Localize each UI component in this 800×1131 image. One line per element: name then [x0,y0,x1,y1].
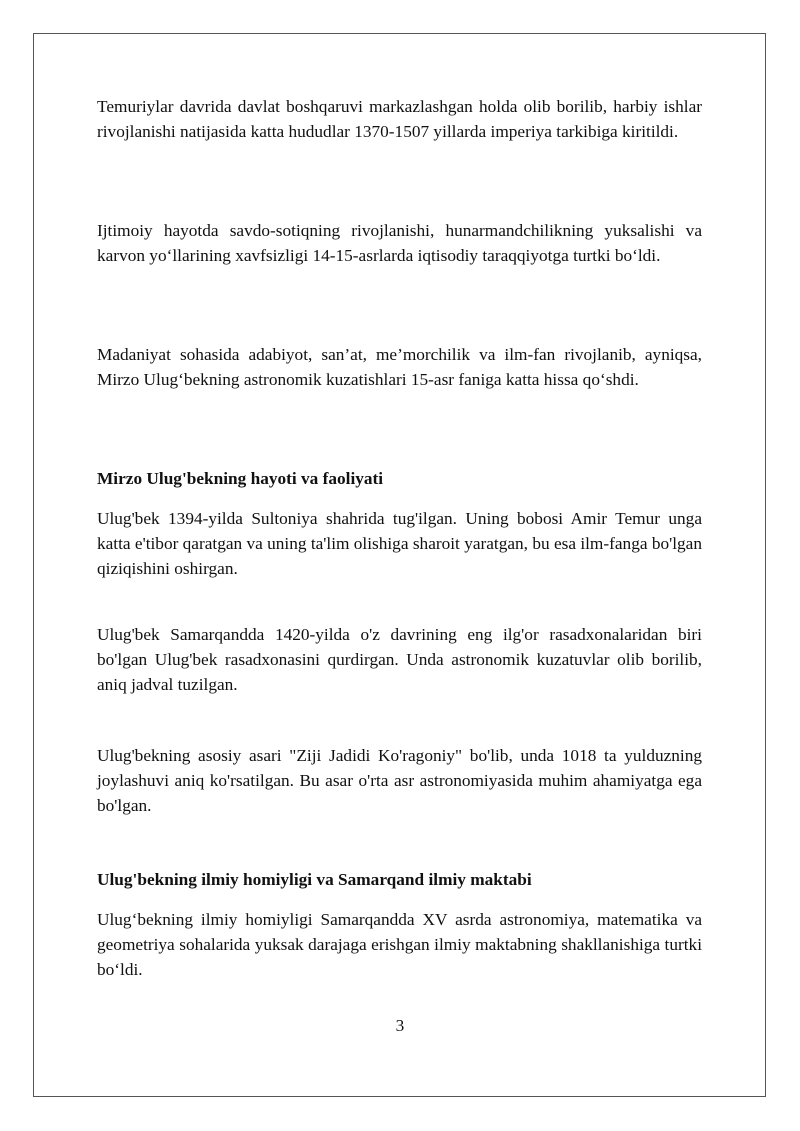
section-heading-ulugbek-life: Mirzo Ulug'bekning hayoti va faoliyati [97,469,384,488]
paragraph-culture-science: Madaniyat sohasida adabiyot, san’at, me’morchilik va ilm-fan rivojlanib, ayniqsa, Mirzo Ulug‘bekning astronomik kuzatishlari 15-asr faniga katta hissa qo‘shdi. [97,345,702,389]
paragraph-observatory: Ulug'bek Samarqandda 1420-yilda o'z davrining eng ilg'or rasadxonalaridan biri bo'lgan Ulug'bek rasadxonasini qurdirgan. Unda astronomik kuzatuvlar olib borilib, aniq jadval tuzilgan. [97,625,702,694]
paragraph-ulugbek-birth: Ulug'bek 1394-yilda Sultoniya shahrida tug'ilgan. Uning bobosi Amir Temur unga katta e'tibor qaratgan va uning ta'lim olishiga sharoit yaratgan, bu esa ilm-fanga bo'lgan qiziqishini oshirgan. [97,509,702,578]
paragraph-patronage: Ulug‘bekning ilmiy homiyligi Samarqandda XV asrda astronomiya, matematika va geometriya sohalarida yuksak darajaga erishgan ilmiy maktabning shakllanishiga turtki bo‘ldi. [97,910,702,979]
paragraph-social-economy: Ijtimoiy hayotda savdo-sotiqning rivojlanishi, hunarmandchilikning yuksalishi va karvon yo‘llarining xavfsizligi 14-15-asrlarda iqtisodiy taraqqiyotga turtki bo‘ldi. [97,221,702,265]
paragraph-temuriylar-governance: Temuriylar davrida davlat boshqaruvi markazlashgan holda olib borilib, harbiy ishlar rivojlanishi natijasida katta hududlar 1370-1507 yillarda imperiya tarkibiga kiritildi. [97,97,702,141]
page-number: 3 [395,1016,405,1035]
section-heading-scientific-school: Ulug'bekning ilmiy homiyligi va Samarqand ilmiy maktabi [97,870,532,889]
paragraph-zij-work: Ulug'bekning asosiy asari "Ziji Jadidi Ko'ragoniy" bo'lib, unda 1018 ta yulduzning joylashuvi aniq ko'rsatilgan. Bu asar o'rta asr astronomiyasida muhim ahamiyatga ega bo'lgan. [97,746,702,815]
